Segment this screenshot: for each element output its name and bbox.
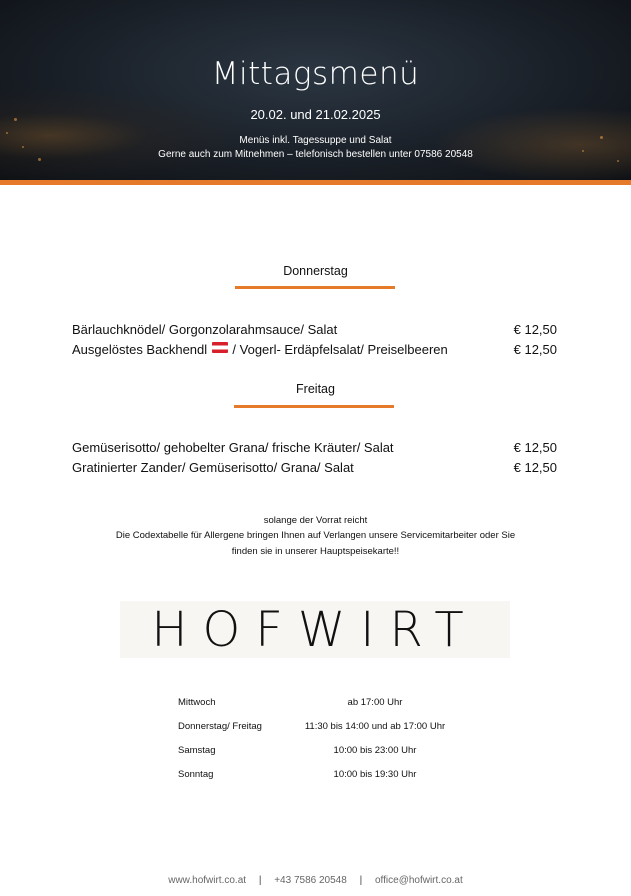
email-link[interactable]: office@hofwirt.co.at [374,875,463,886]
day-heading-donnerstag: Donnerstag [283,264,348,278]
austria-flag-icon [212,342,228,353]
dish-price: € 12,50 [513,460,557,475]
decor-speck [6,132,8,134]
hours-time: 10:00 bis 19:30 Uhr [333,769,417,780]
hours-time: 10:00 bis 23:00 Uhr [333,745,417,756]
website-link[interactable]: www.hofwirt.co.at [168,875,247,886]
menu-date: 20.02. und 21.02.2025 [250,107,381,122]
hours-row [178,721,478,735]
hours-time: 11:30 bis 14:00 und ab 17:00 Uhr [304,721,446,732]
dish-price: € 12,50 [513,322,557,337]
logo-wordmark: HOFWIRT [151,602,479,658]
menu-subtitle-includes: Menüs inkl. Tagessuppe und Salat [239,135,392,146]
dish-name: Bärlauchknödel/ Gorgonzolarahmsauce/ Salat [72,322,338,337]
note-while-stocks-last: solange der Vorrat reicht [263,515,368,526]
dish-name: Gemüserisotto/ gehobelter Grana/ frische Kräuter/ Salat [72,440,394,455]
note-allergen-info: Die Codextabelle für Allergene bringen Ihnen auf Verlangen unsere Servicemitarbeiter oder Sie [115,530,516,541]
day-divider [234,405,394,408]
dish-price: € 12,50 [513,342,557,357]
hours-time: ab 17:00 Uhr [347,697,403,708]
dish-name [72,342,448,357]
hours-day: Samstag [178,745,216,756]
hours-row [178,769,478,783]
dish-name: Gratinierter Zander/ Gemüserisotto/ Grana/ Salat [72,460,354,475]
decor-speck [617,160,619,162]
dish-name-part: / Vogerl- Erdäpfelsalat/ Preiselbeeren [232,342,448,357]
dish-name-part: Ausgelöstes Backhendl [72,342,208,357]
header-accent-bar [0,180,631,185]
decor-speck [22,146,24,148]
footer-separator: | [359,875,363,886]
menu-title: Mittagsmenü [211,56,420,92]
menu-subtitle-takeaway: Gerne auch zum Mitnehmen – telefonisch bestellen unter 07586 20548 [158,149,473,160]
hours-day: Donnerstag/ Freitag [178,721,262,732]
day-heading-freitag: Freitag [296,382,335,396]
day-divider [235,286,395,289]
note-allergen-info-cont: finden sie in unserer Hauptspeisekarte!! [231,546,400,557]
hours-day: Sonntag [178,769,214,780]
hours-row [178,745,478,759]
footer-contact [0,875,631,886]
hofwirt-logo [120,601,510,658]
header-banner [0,0,631,181]
footer-separator: | [258,875,262,886]
dish-price: € 12,50 [513,440,557,455]
phone-link[interactable]: +43 7586 20548 [274,875,347,886]
hours-day: Mittwoch [178,697,216,708]
hours-row [178,697,478,711]
